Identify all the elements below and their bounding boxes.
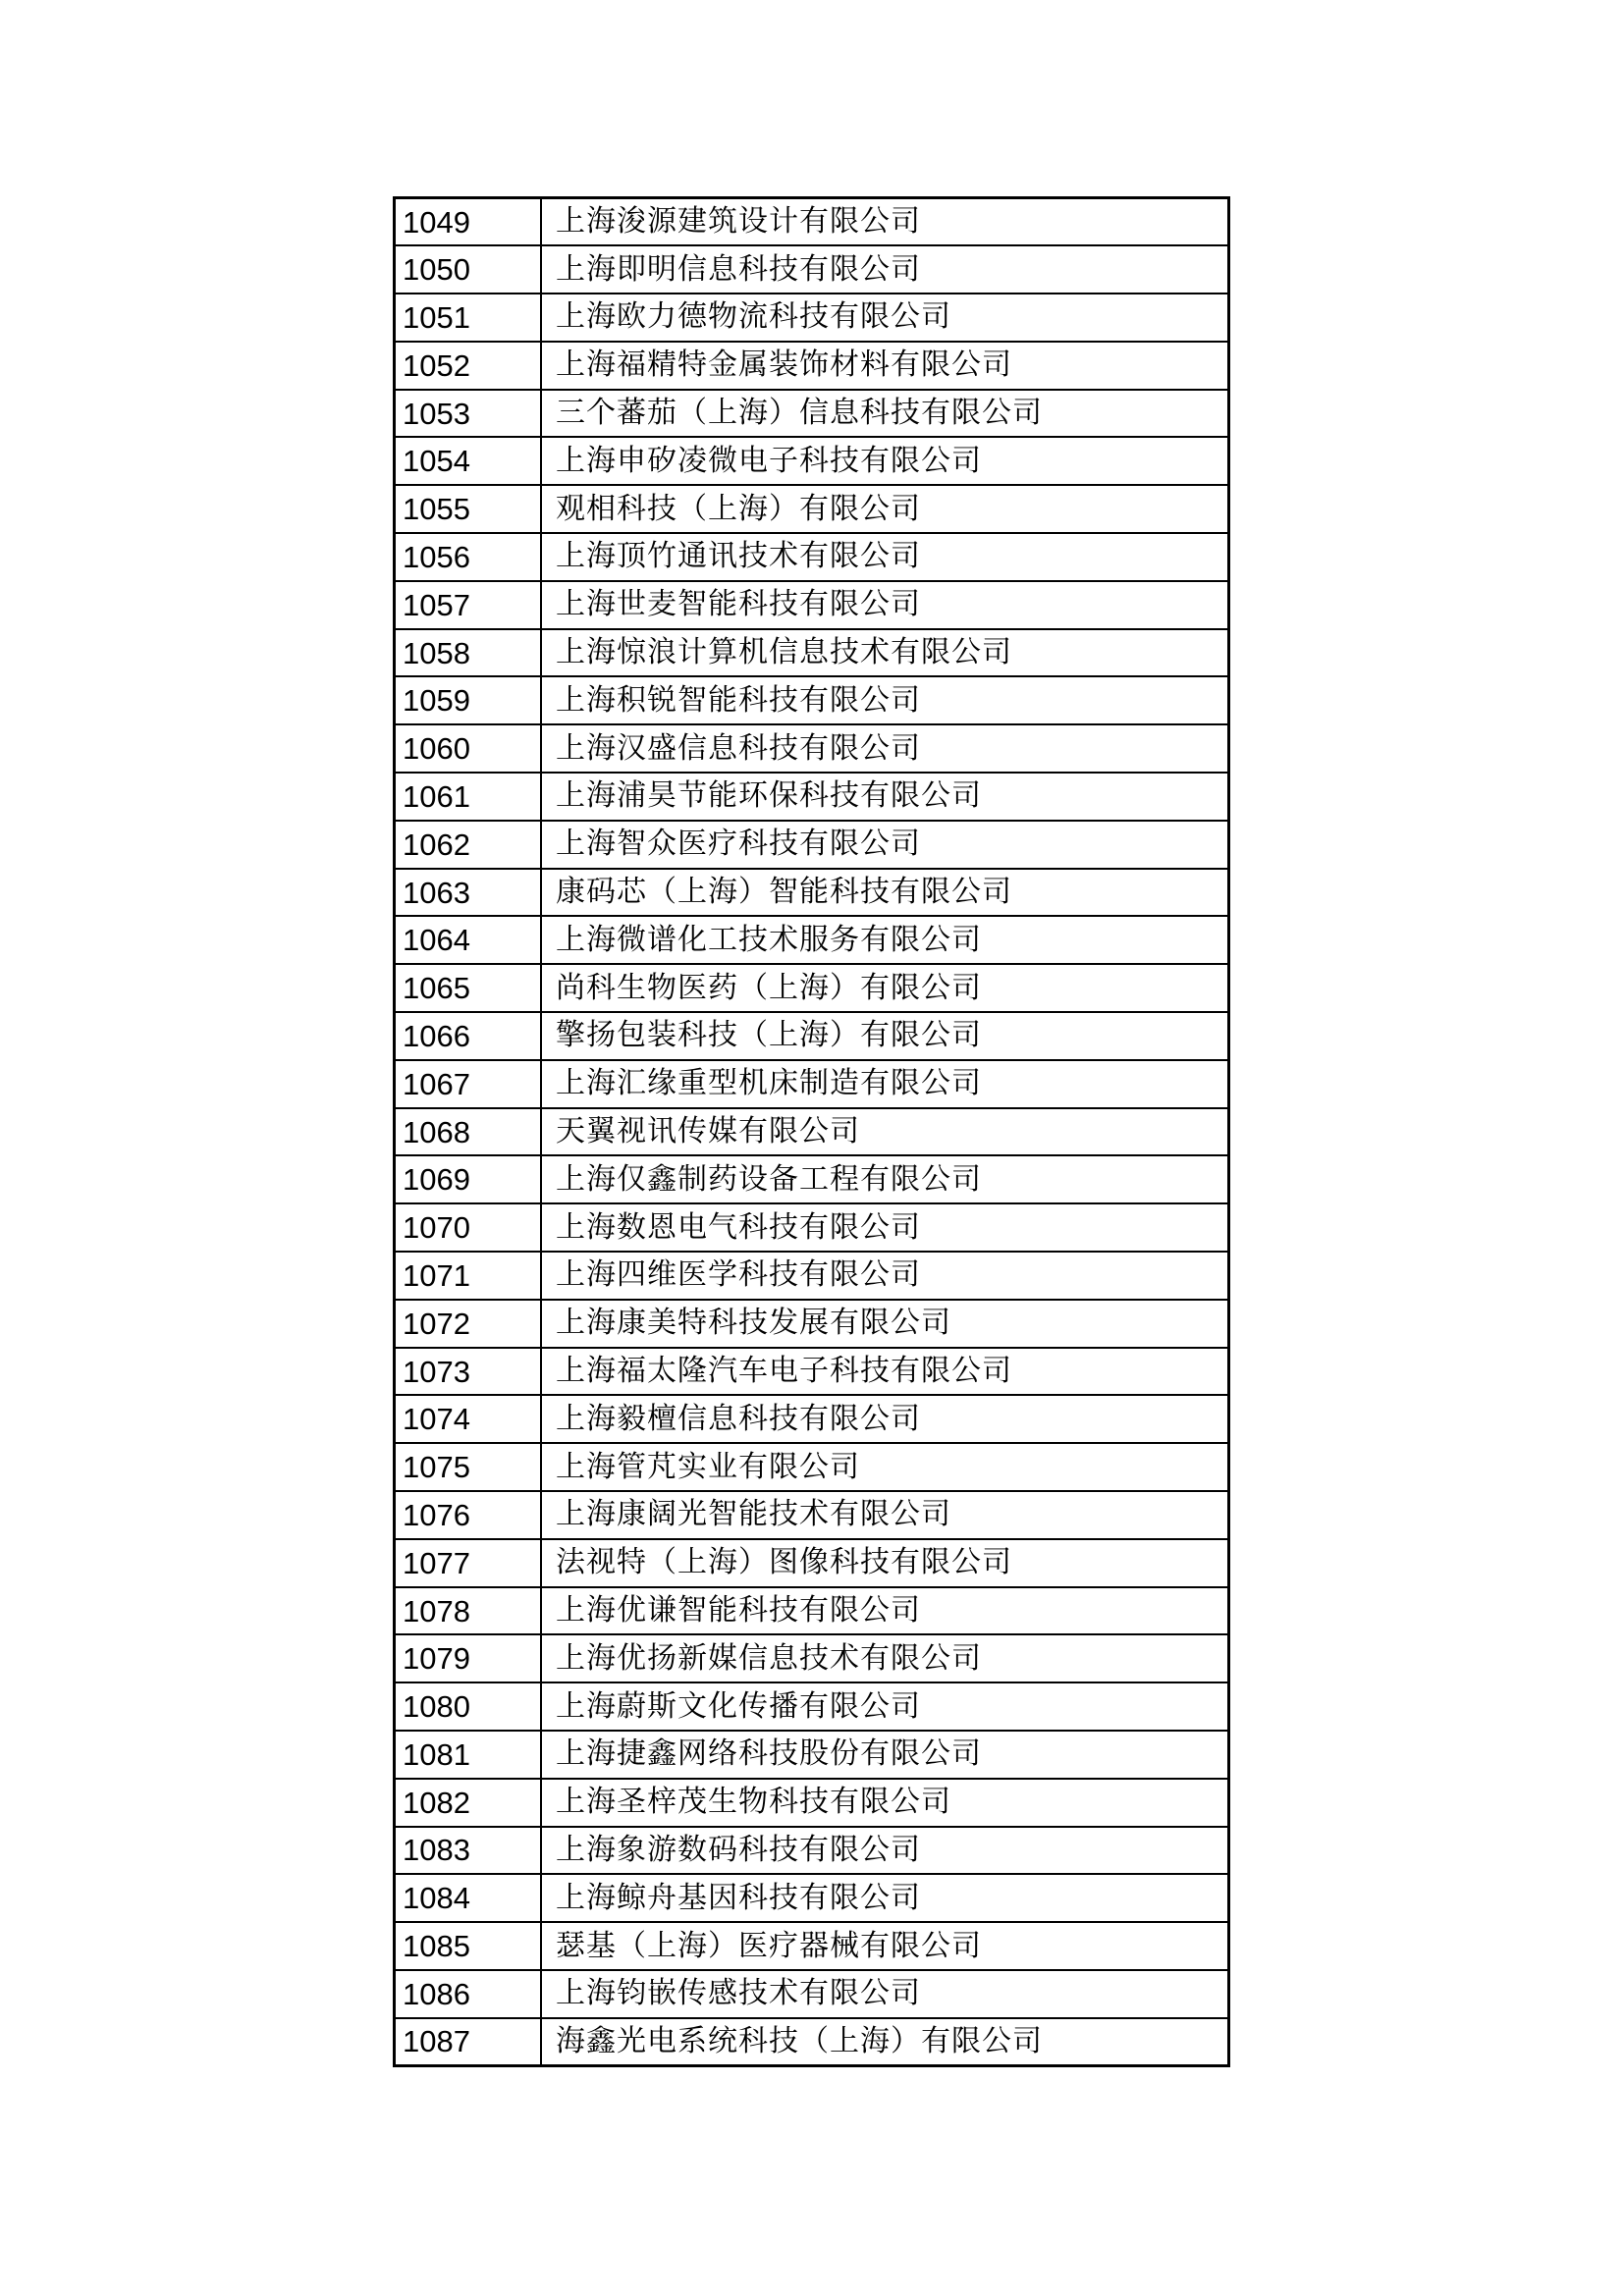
row-number-cell: 1081 (395, 1731, 542, 1779)
table-row (395, 1874, 1229, 1922)
table-row (395, 1108, 1229, 1156)
row-number-cell: 1083 (395, 1827, 542, 1875)
row-number-cell: 1087 (395, 2018, 542, 2066)
table-row (395, 1922, 1229, 1970)
company-name-cell: 上海顶竹通讯技术有限公司 (541, 533, 1229, 581)
company-list-table-body (395, 198, 1229, 2066)
table-row (395, 821, 1229, 869)
table-row (395, 1060, 1229, 1108)
row-number-cell: 1082 (395, 1779, 542, 1827)
row-number-cell: 1071 (395, 1252, 542, 1300)
row-number-cell: 1055 (395, 485, 542, 533)
row-number-cell: 1080 (395, 1682, 542, 1731)
row-number-cell: 1085 (395, 1922, 542, 1970)
row-number-cell: 1067 (395, 1060, 542, 1108)
table-row (395, 198, 1229, 246)
row-number-cell: 1060 (395, 724, 542, 773)
company-name-cell: 三个蕃茄（上海）信息科技有限公司 (541, 390, 1229, 438)
company-name-cell: 观相科技（上海）有限公司 (541, 485, 1229, 533)
company-name-cell: 上海仅鑫制药设备工程有限公司 (541, 1155, 1229, 1203)
company-name-cell: 上海康美特科技发展有限公司 (541, 1300, 1229, 1348)
table-row (395, 533, 1229, 581)
row-number-cell: 1069 (395, 1155, 542, 1203)
table-row (395, 1203, 1229, 1252)
row-number-cell: 1059 (395, 676, 542, 724)
row-number-cell: 1052 (395, 342, 542, 390)
row-number-cell: 1077 (395, 1539, 542, 1587)
table-row (395, 2018, 1229, 2066)
row-number-cell: 1054 (395, 437, 542, 485)
row-number-cell: 1049 (395, 198, 542, 246)
row-number-cell: 1053 (395, 390, 542, 438)
company-name-cell: 上海福精特金属装饰材料有限公司 (541, 342, 1229, 390)
company-name-cell: 瑟基（上海）医疗器械有限公司 (541, 1922, 1229, 1970)
table-row (395, 773, 1229, 821)
row-number-cell: 1074 (395, 1395, 542, 1443)
table-row (395, 581, 1229, 629)
company-name-cell: 上海微谱化工技术服务有限公司 (541, 916, 1229, 964)
company-name-cell: 上海圣梓茂生物科技有限公司 (541, 1779, 1229, 1827)
table-row (395, 1779, 1229, 1827)
company-name-cell: 上海优扬新媒信息技术有限公司 (541, 1634, 1229, 1682)
row-number-cell: 1084 (395, 1874, 542, 1922)
company-name-cell: 上海积锐智能科技有限公司 (541, 676, 1229, 724)
table-row (395, 916, 1229, 964)
row-number-cell: 1070 (395, 1203, 542, 1252)
row-number-cell: 1050 (395, 245, 542, 294)
table-row (395, 1827, 1229, 1875)
table-row (395, 869, 1229, 917)
company-name-cell: 上海管芃实业有限公司 (541, 1443, 1229, 1491)
row-number-cell: 1073 (395, 1348, 542, 1396)
table-row (395, 1012, 1229, 1060)
table-row (395, 1443, 1229, 1491)
table-row (395, 437, 1229, 485)
table-row (395, 1682, 1229, 1731)
table-row (395, 1155, 1229, 1203)
row-number-cell: 1051 (395, 294, 542, 342)
row-number-cell: 1057 (395, 581, 542, 629)
company-name-cell: 天翼视讯传媒有限公司 (541, 1108, 1229, 1156)
company-name-cell: 上海即明信息科技有限公司 (541, 245, 1229, 294)
company-name-cell: 海鑫光电系统科技（上海）有限公司 (541, 2018, 1229, 2066)
company-name-cell: 上海数恩电气科技有限公司 (541, 1203, 1229, 1252)
company-name-cell: 上海申矽凌微电子科技有限公司 (541, 437, 1229, 485)
row-number-cell: 1063 (395, 869, 542, 917)
company-name-cell: 上海欧力德物流科技有限公司 (541, 294, 1229, 342)
company-name-cell: 上海福太隆汽车电子科技有限公司 (541, 1348, 1229, 1396)
company-name-cell: 法视特（上海）图像科技有限公司 (541, 1539, 1229, 1587)
table-row (395, 1539, 1229, 1587)
table-row (395, 1634, 1229, 1682)
company-name-cell: 尚科生物医药（上海）有限公司 (541, 964, 1229, 1012)
row-number-cell: 1078 (395, 1587, 542, 1635)
company-list-table (393, 196, 1230, 2067)
row-number-cell: 1058 (395, 629, 542, 677)
table-row (395, 342, 1229, 390)
company-name-cell: 上海浚源建筑设计有限公司 (541, 198, 1229, 246)
table-row (395, 629, 1229, 677)
row-number-cell: 1068 (395, 1108, 542, 1156)
company-name-cell: 上海优谦智能科技有限公司 (541, 1587, 1229, 1635)
company-name-cell: 上海毅檀信息科技有限公司 (541, 1395, 1229, 1443)
row-number-cell: 1072 (395, 1300, 542, 1348)
row-number-cell: 1064 (395, 916, 542, 964)
company-name-cell: 上海捷鑫网络科技股份有限公司 (541, 1731, 1229, 1779)
company-name-cell: 上海四维医学科技有限公司 (541, 1252, 1229, 1300)
row-number-cell: 1075 (395, 1443, 542, 1491)
table-row (395, 1731, 1229, 1779)
company-name-cell: 上海鲸舟基因科技有限公司 (541, 1874, 1229, 1922)
row-number-cell: 1056 (395, 533, 542, 581)
row-number-cell: 1065 (395, 964, 542, 1012)
table-row (395, 1491, 1229, 1539)
table-row (395, 1348, 1229, 1396)
table-row (395, 964, 1229, 1012)
company-name-cell: 擎扬包装科技（上海）有限公司 (541, 1012, 1229, 1060)
table-row (395, 1587, 1229, 1635)
company-name-cell: 康码芯（上海）智能科技有限公司 (541, 869, 1229, 917)
table-row (395, 245, 1229, 294)
row-number-cell: 1079 (395, 1634, 542, 1682)
row-number-cell: 1061 (395, 773, 542, 821)
table-row (395, 676, 1229, 724)
row-number-cell: 1062 (395, 821, 542, 869)
company-name-cell: 上海汉盛信息科技有限公司 (541, 724, 1229, 773)
table-row (395, 485, 1229, 533)
table-row (395, 1300, 1229, 1348)
company-name-cell: 上海世麦智能科技有限公司 (541, 581, 1229, 629)
row-number-cell: 1066 (395, 1012, 542, 1060)
company-name-cell: 上海蔚斯文化传播有限公司 (541, 1682, 1229, 1731)
company-name-cell: 上海钧嵌传感技术有限公司 (541, 1970, 1229, 2018)
company-name-cell: 上海康阔光智能技术有限公司 (541, 1491, 1229, 1539)
table-row (395, 724, 1229, 773)
row-number-cell: 1076 (395, 1491, 542, 1539)
company-name-cell: 上海汇缘重型机床制造有限公司 (541, 1060, 1229, 1108)
table-row (395, 1395, 1229, 1443)
table-row (395, 1970, 1229, 2018)
company-name-cell: 上海象游数码科技有限公司 (541, 1827, 1229, 1875)
company-name-cell: 上海智众医疗科技有限公司 (541, 821, 1229, 869)
row-number-cell: 1086 (395, 1970, 542, 2018)
table-row (395, 294, 1229, 342)
table-row (395, 390, 1229, 438)
company-name-cell: 上海浦昊节能环保科技有限公司 (541, 773, 1229, 821)
company-name-cell: 上海惊浪计算机信息技术有限公司 (541, 629, 1229, 677)
table-row (395, 1252, 1229, 1300)
